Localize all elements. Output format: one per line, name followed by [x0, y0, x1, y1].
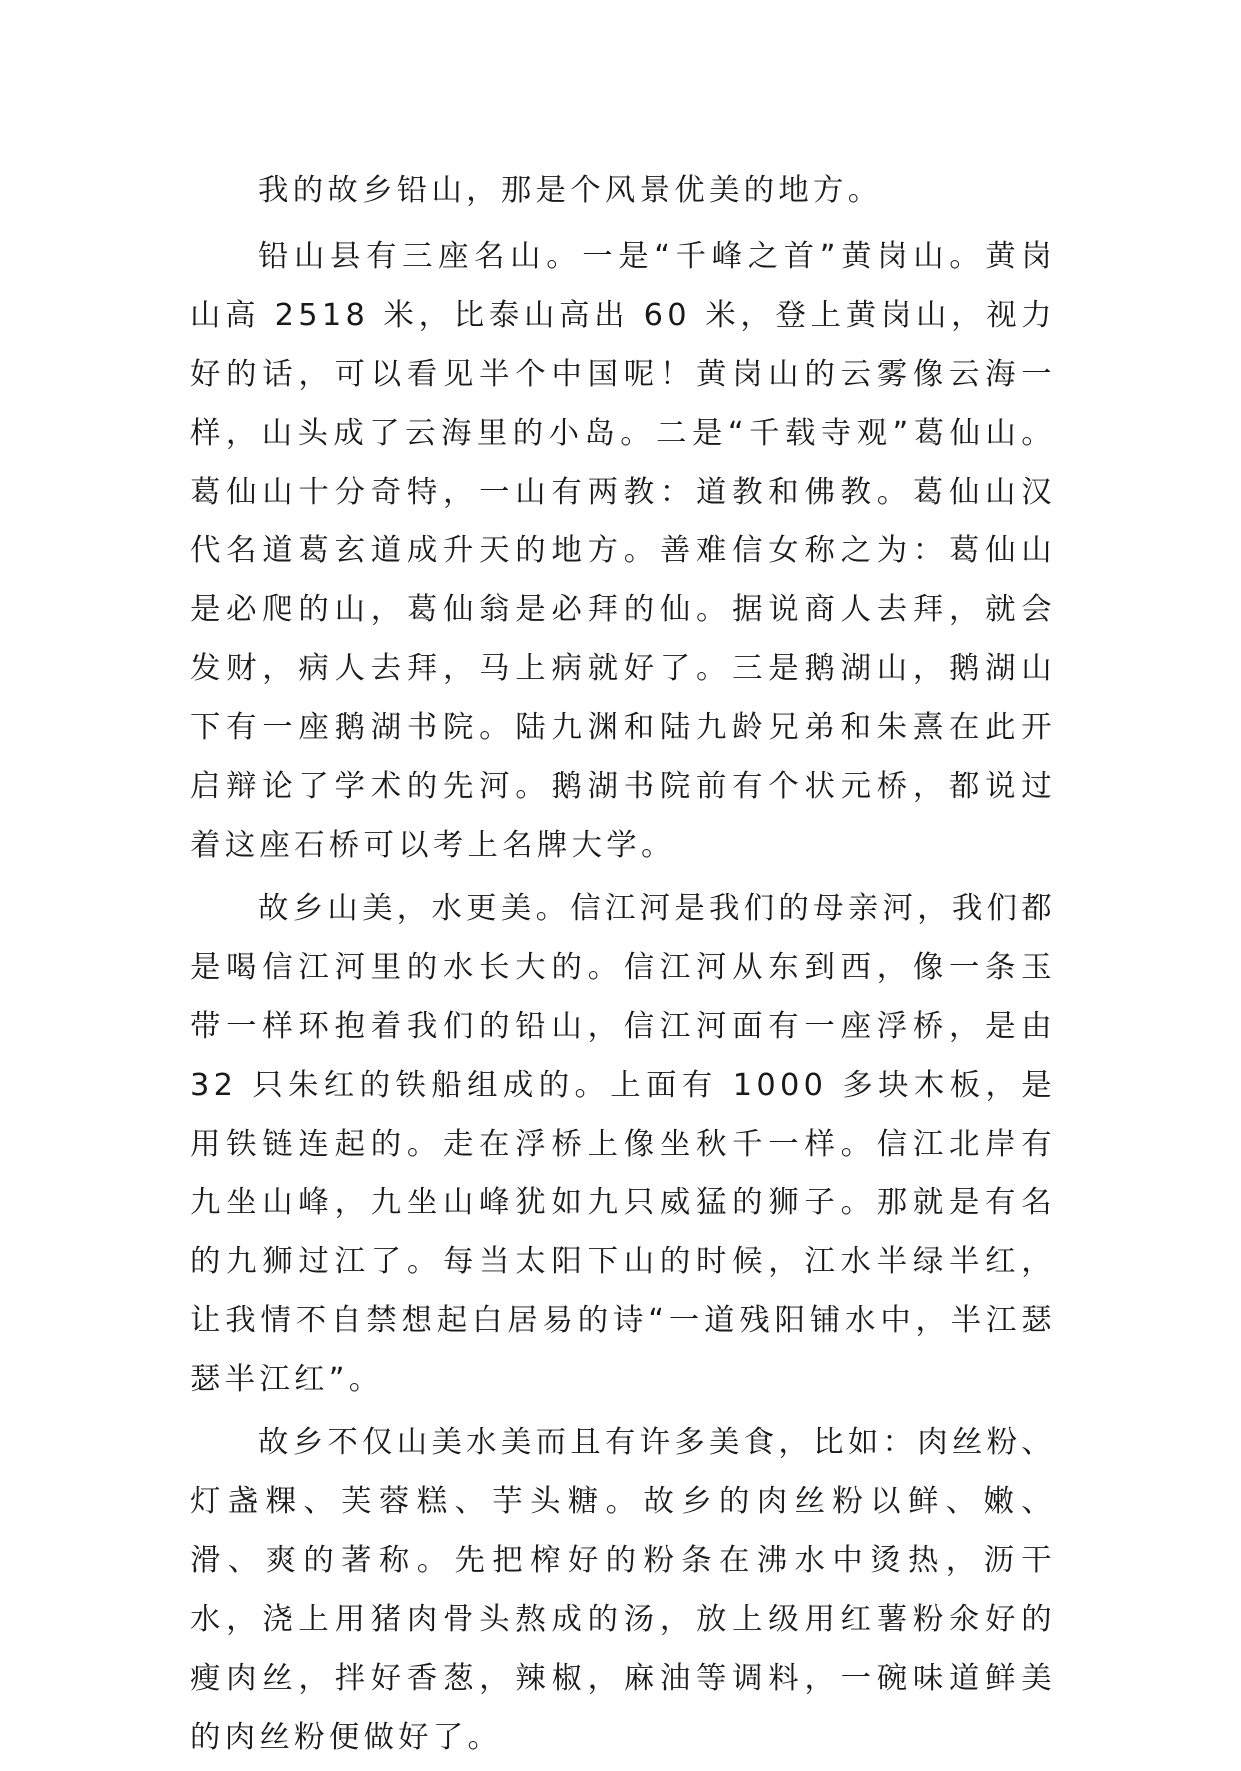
- paragraph-mountains: 铅山县有三座名山。一是“千峰之首”黄岗山。黄岗山高 2518 米，比泰山高出 60 米，登上黄岗山，视力好的话，可以看见半个中国呢！黄岗山的云雾像云海一样，山头成了云海里的小岛。二是“千载寺观”葛仙山。葛仙山十分奇特，一山有两教：道教和佛教。葛仙山汉代名道葛玄道成升天的地方。善难信女称之为：葛仙山是必爬的山，葛仙翁是必拜的仙。据说商人去拜，就会发财，病人去拜，马上病就好了。三是鹅湖山，鹅湖山下有一座鹅湖书院。陆九渊和陆九龄兄弟和朱熹在此开启辩论了学术的先河。鹅湖书院前有个状元桥，都说过着这座石桥可以考上名牌大学。: [190, 238, 1056, 863]
- paragraph-river: 故乡山美，水更美。信江河是我们的母亲河，我们都是喝信江河里的水长大的。信江河从东到西，像一条玉带一样环抱着我们的铅山，信江河面有一座浮桥，是由 32 只朱红的铁船组成的。上面有 1000 多块木板，是用铁链连起的。走在浮桥上像坐秋千一样。信江北岸有九坐山峰，九坐山峰犹如九只威猛的狮子。那就是有名的九狮过江了。每当太阳下山的时候，江水半绿半红，让我情不自禁想起白居易的诗“一道残阳铺水中，半江瑟瑟半江红”。: [190, 890, 1056, 1398]
- paragraph-intro: 我的故乡铅山，那是个风景优美的地方。: [258, 173, 883, 208]
- document-body: [190, 162, 1056, 1771]
- paragraph-food: 故乡不仅山美水美而且有许多美食，比如：肉丝粉、灯盏粿、芙蓉糕、芋头糖。故乡的肉丝粉以鲜、嫩、滑、爽的著称。先把榨好的粉条在沸水中烫热，沥干水，浇上用猪肉骨头熬成的汤，放上级用红薯粉氽好的瘦肉丝，拌好香葱，辣椒，麻油等调料，一碗味道鲜美的肉丝粉便做好了。: [190, 1425, 1056, 1755]
